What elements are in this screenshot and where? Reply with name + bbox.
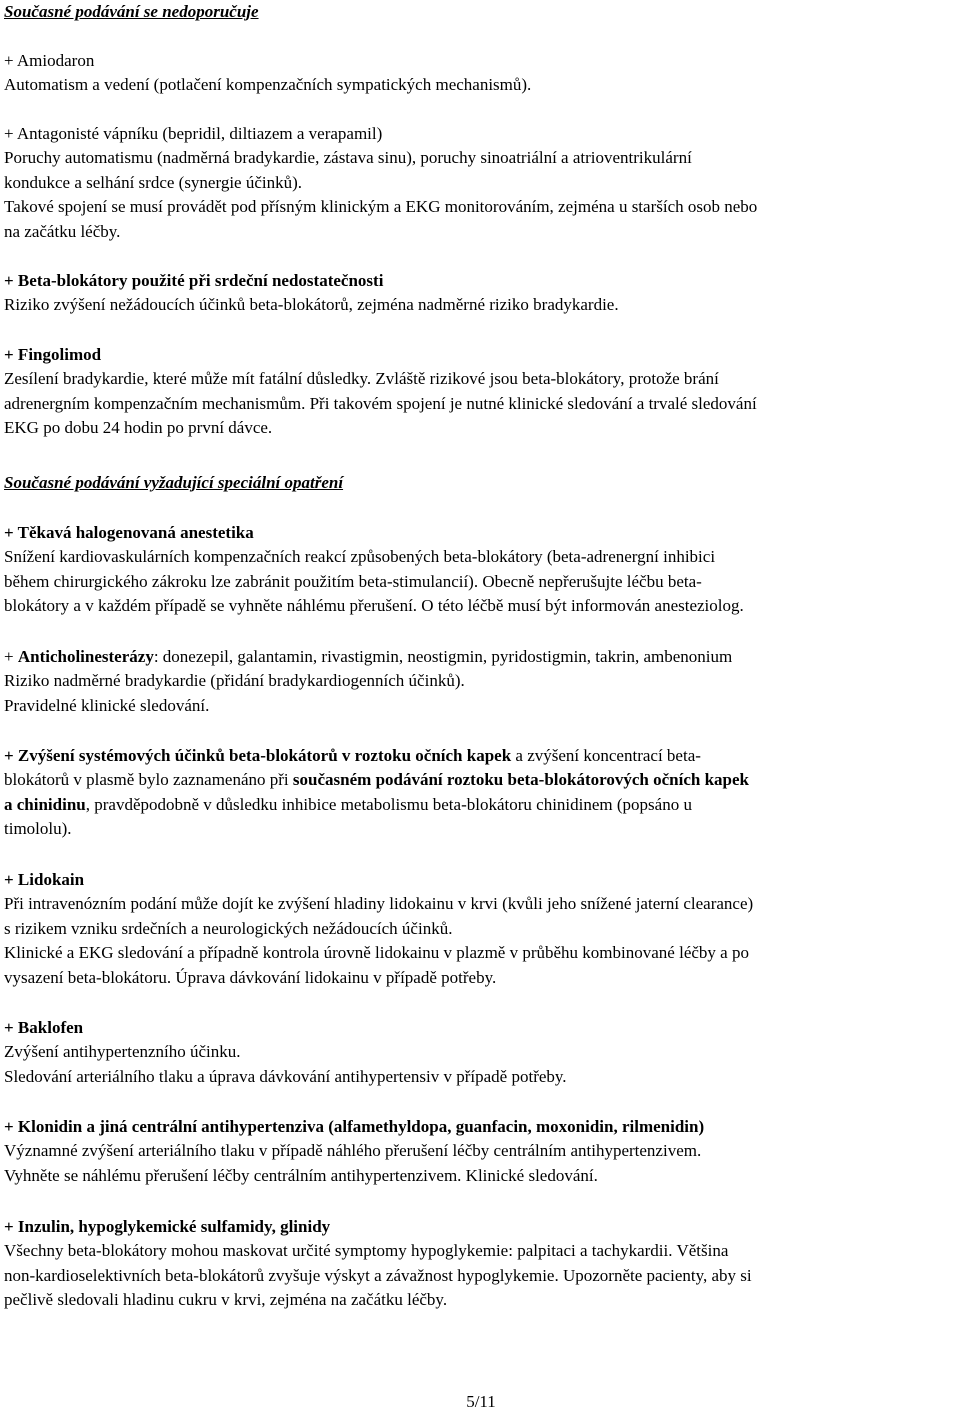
entry-text: s rizikem vzniku srdečních a neurologických nežádoucích účinků. [4,918,453,938]
entry-text: během chirurgického zákroku lze zabránit použitím beta-stimulancií). Obecně nepřerušujte léčbu beta- [4,571,702,591]
entry-betablokatory [4,269,958,318]
entry-text: Vyhněte se náhlému přerušení léčby centrálním antihypertenzivem. Klinické sledování. [4,1165,598,1185]
entry-title: + Beta-blokátory použité při srdeční nedostatečnosti [4,271,384,290]
entry-text: Zvýšení antihypertenzního účinku. [4,1042,241,1062]
document-page [4,0,958,1412]
entry-title: + Inzulin, hypoglykemické sulfamidy, glinidy [4,1217,331,1236]
entry-baklofen [4,1016,958,1089]
entry-title: + Lidokain [4,870,85,889]
entry-ocni-kapky [4,744,958,842]
entry-text: kondukce a selhání srdce (synergie účinků). [4,172,303,192]
entry-text: Významné zvýšení arteriálního tlaku v případě náhlého přerušení léčby centrálním antihypertenzivem. [4,1141,702,1161]
entry-text [4,768,958,792]
entry-text: Snížení kardiovaskulárních kompenzačních reakcí způsobených beta-blokátory (beta-adrenergní inhibici [4,547,716,567]
entry-text: Při intravenózním podání může dojít ke zvýšení hladiny lidokainu v krvi (kvůli jeho snížené jaterní clearance) [4,894,754,914]
entry-text-rest: , pravděpodobně v důsledku inhibice metabolismu beta-blokátoru chinidinem (popsáno u [85,794,692,814]
entry-text: Všechny beta-blokátory mohou maskovat určité symptomy hypoglykemie: palpitaci a tachykardii. Většina [4,1241,729,1261]
entry-amiodaron [4,49,958,98]
entry-text: pečlivě sledovali hladinu cukru v krvi, zejména na začátku léčby. [4,1290,448,1310]
entry-text: blokátory a v každém případě se vyhněte náhlému přerušení. O této léčbě musí být informován anesteziolog. [4,596,744,616]
entry-title-prefix: + [4,647,18,666]
entry-title: + Baklofen [4,1018,84,1037]
entry-text: na začátku léčby. [4,221,121,241]
entry-text-bold: současném podávání roztoku beta-blokátorových očních kapek [292,770,749,790]
entry-title-rest: : donezepil, galantamin, rivastigmin, neostigmin, pyridostigmin, takrin, ambenonium [153,647,733,666]
entry-text: Takové spojení se musí provádět pod přísným klinickým a EKG monitorováním, zejména u starších osob nebo [4,197,758,217]
entry-text-start: blokátorů v plasmě bylo zaznamenáno při [4,770,293,790]
entry-text-bold: + Zvýšení systémových účinků beta-blokátorů v roztoku očních kapek [4,746,512,765]
entry-text [4,744,958,768]
entry-text: Zesílení bradykardie, které může mít fatální důsledky. Zvláště rizikové jsou beta-blokátory, protože brání [4,369,719,389]
entry-lidokain [4,868,958,990]
entry-inzulin [4,1215,958,1313]
entry-tekava-anestetika [4,521,958,619]
entry-text: Klinické a EKG sledování a případně kontrola úrovně lidokainu v plazmě v průběhu kombinované léčby a po [4,943,749,963]
entry-text: Poruchy automatismu (nadměrná bradykardie, zástava sinu), poruchy sinoatriální a atrioventrikulární [4,148,692,168]
entry-anticholinesterazy [4,645,958,718]
entry-text: timololu). [4,819,72,839]
entry-text: EKG po dobu 24 hodin po první dávce. [4,418,273,438]
entry-title [4,645,958,669]
entry-title: + Amiodaron [4,51,95,70]
section-heading-special-measures: Současné podávání vyžadující speciální opatření [4,473,344,492]
entry-text: adrenergním kompenzačním mechanismům. Při takovém spojení je nutné klinické sledování a trvalé sledování [4,393,757,413]
entry-klonidin [4,1115,958,1188]
entry-title: + Klonidin a jiná centrální antihypertenziva (alfamethyldopa, guanfacin, moxonidin, rilmenidin) [4,1117,705,1136]
entry-fingolimod [4,343,958,441]
entry-text: Riziko zvýšení nežádoucích účinků beta-blokátorů, zejména nadměrné riziko bradykardie. [4,295,619,315]
entry-text-rest: a zvýšení koncentrací beta- [511,746,701,765]
entry-antagoniste [4,122,958,244]
entry-text: Automatism a vedení (potlačení kompenzačních sympatických mechanismů). [4,75,532,95]
entry-title: + Těkavá halogenovaná anestetika [4,523,254,542]
entry-text: vysazení beta-blokátoru. Úprava dávkování lidokainu v případě potřeby. [4,967,497,987]
entry-text: Sledování arteriálního tlaku a úprava dávkování antihypertensiv v případě potřeby. [4,1066,567,1086]
entry-text: non-kardioselektivních beta-blokátorů zvyšuje výskyt a závažnost hypoglykemie. Upozorněte pacienty, aby si [4,1265,752,1285]
entry-text [4,793,958,817]
entry-title-bold: Anticholinesterázy [17,647,154,666]
section-heading-not-recommended: Současné podávání se nedoporučuje [4,2,259,21]
entry-title: + Fingolimod [4,345,102,364]
page-number: 5/11 [466,1392,496,1411]
entry-title: + Antagonisté vápníku (bepridil, diltiazem a verapamil) [4,124,383,143]
entry-text: Riziko nadměrné bradykardie (přidání bradykardiogenních účinků). [4,671,465,691]
entry-text-bold: a chinidinu [4,794,86,814]
entry-text: Pravidelné klinické sledování. [4,695,210,715]
